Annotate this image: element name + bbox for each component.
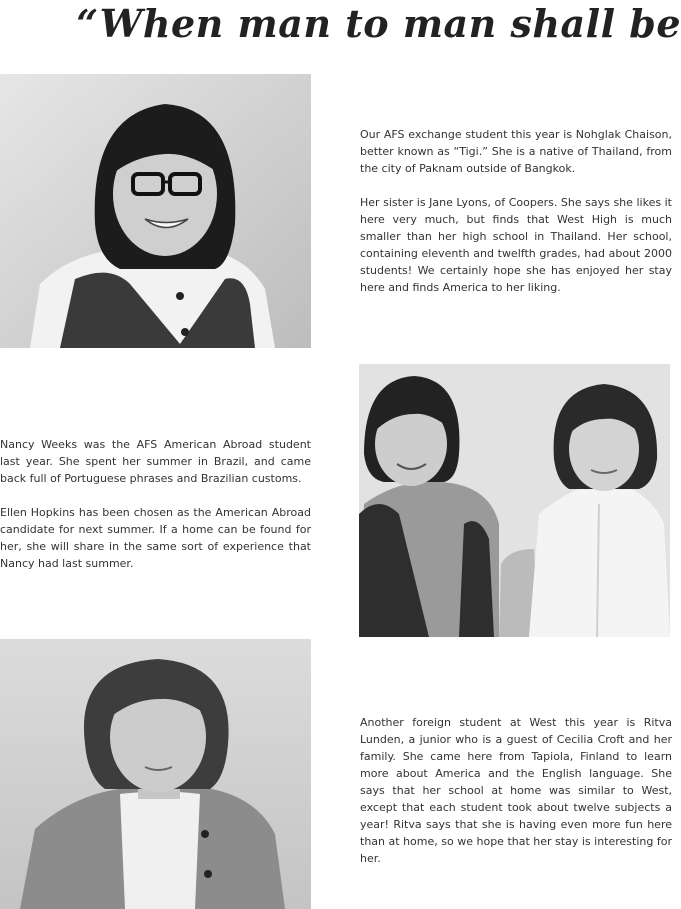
photo-tigi (0, 74, 311, 348)
paragraph: Another foreign student at West this year is Ritva Lunden, a junior who is a guest of Cecilia Croft and her family. She came here from Tapiola, Finland to learn more about America and the English language. She says that her school at home was similar to West, except that each student took about twelve subjects a year! Ritva says that she is having even more fun here than at home, so we hope that her stay is interesting for her. (360, 716, 672, 865)
paragraph: Nancy Weeks was the AFS American Abroad student last year. She spent her summer in Brazil, and came back full of Portuguese phrases and Brazilian customs. (0, 438, 311, 485)
text-tigi (360, 126, 672, 296)
text-abroad (0, 436, 311, 572)
paragraph: Ellen Hopkins has been chosen as the American Abroad candidate for next summer. If a home can be found for her, she will share in the same sort of experience that Nancy had last summer. (0, 506, 311, 570)
paragraph: Our AFS exchange student this year is Nohglak Chaison, better known as “Tigi.” She is a native of Thailand, from the city of Paknam outside of Bangkok. (360, 128, 672, 175)
text-ritva (360, 714, 672, 867)
photo-ritva (0, 639, 311, 909)
paragraph: Her sister is Jane Lyons, of Coopers. She says she likes it here very much, but finds that West High is much smaller than her high school in Thailand. Her school, containing eleventh and twelfth grades, had about 2000 students! We certainly hope she has enjoyed her stay here and finds America to her liking. (360, 196, 672, 294)
headline: “When man to man shall be (76, 1, 681, 46)
photo-two-students (359, 364, 670, 637)
